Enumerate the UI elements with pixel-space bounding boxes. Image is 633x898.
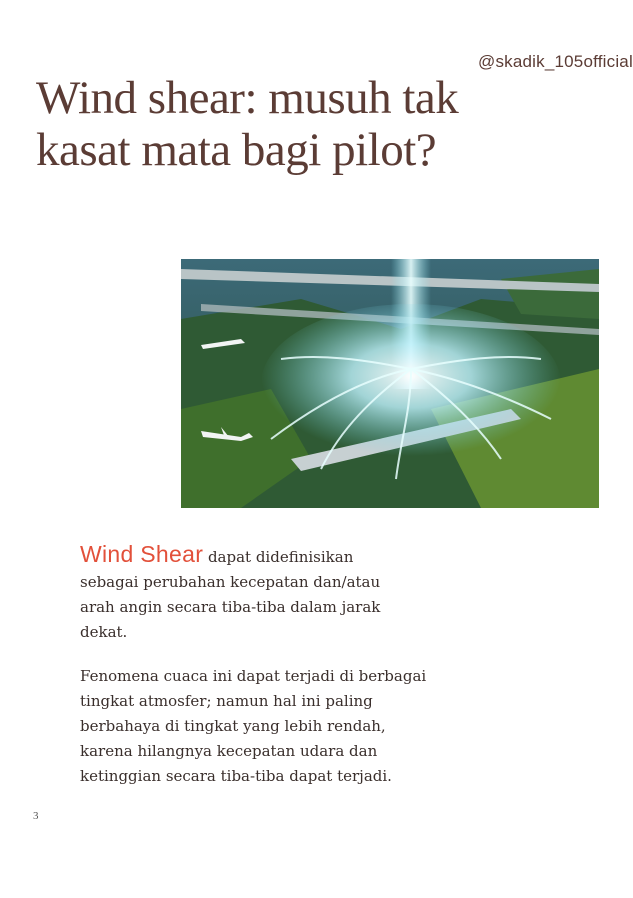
page-title xyxy=(36,72,458,176)
definition-line-1 xyxy=(80,542,460,570)
phenomenon-paragraph xyxy=(80,664,460,789)
phenomenon-line-1: Fenomena cuaca ini dapat terjadi di berbagai xyxy=(80,667,427,685)
title-line-1: Wind shear: musuh tak xyxy=(36,72,459,124)
definition-line-4: dekat. xyxy=(80,623,128,641)
phenomenon-line-5: ketinggian secara tiba-tiba dapat terjadi. xyxy=(80,767,392,785)
definition-line-2: sebagai perubahan kecepatan dan/atau xyxy=(80,573,381,591)
social-handle: @skadik_105official xyxy=(478,52,633,71)
phenomenon-line-4: karena hilangnya kecepatan udara dan xyxy=(80,742,378,760)
phenomenon-line-3: berbahaya di tingkat yang lebih rendah, xyxy=(80,717,386,735)
definition-text-1: dapat didefinisikan xyxy=(203,548,354,566)
title-line-2: kasat mata bagi pilot? xyxy=(36,124,437,176)
definition-line-3: arah angin secara tiba-tiba dalam jarak xyxy=(80,598,381,616)
wind-shear-term: Wind Shear xyxy=(80,541,204,567)
phenomenon-line-2: tingkat atmosfer; namun hal ini paling xyxy=(80,692,373,710)
wind-shear-definition xyxy=(80,542,460,645)
wind-shear-illustration xyxy=(181,259,599,508)
page-number: 3 xyxy=(33,810,39,822)
